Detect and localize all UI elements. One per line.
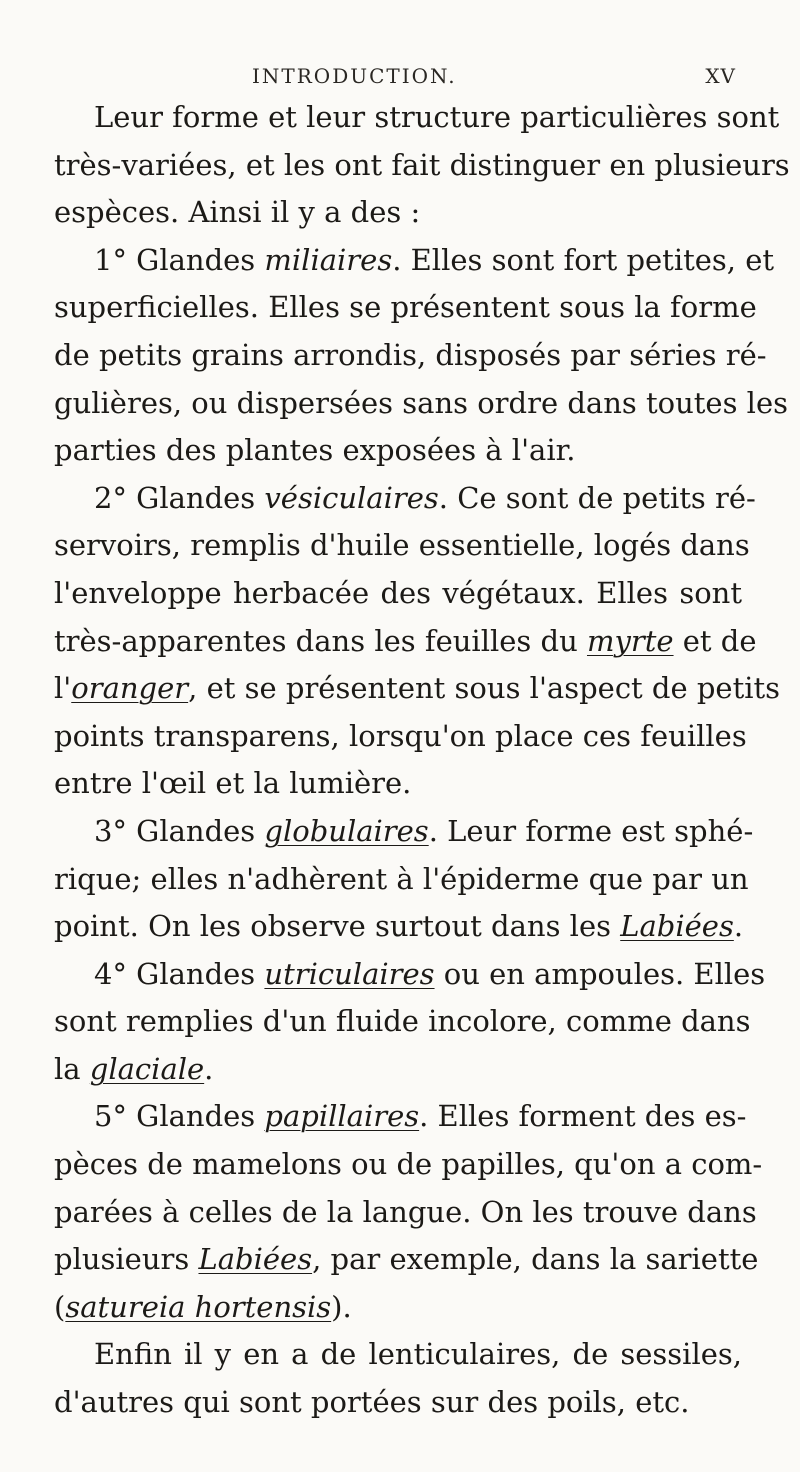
italic-term: satureia hortensis xyxy=(65,1289,332,1324)
italic-term: glaciale xyxy=(89,1051,205,1086)
text-line: rique; elles n'adhèrent à l'épiderme que par un xyxy=(54,861,749,896)
italic-term: Labiées xyxy=(620,909,734,944)
text-line xyxy=(54,665,781,713)
text-line: parées à celles de la langue. On les trouve dans xyxy=(54,1194,757,1229)
line-segment: , et se présentent sous l'aspect de petits xyxy=(188,671,781,706)
line-segment: ( xyxy=(54,1289,66,1324)
text-line xyxy=(54,475,756,523)
text-line xyxy=(54,1093,747,1141)
line-segment: . Leur forme est sphé- xyxy=(428,813,754,848)
line-segment: ou en ampoules. Elles xyxy=(434,956,766,991)
line-segment: la xyxy=(54,1051,90,1086)
line-segment: ). xyxy=(331,1289,352,1324)
line-segment: plusieurs xyxy=(54,1242,199,1277)
text-line: servoirs, remplis d'huile essentielle, logés dans xyxy=(54,528,750,563)
text-line: d'autres qui sont portées sur des poils, etc. xyxy=(54,1385,690,1420)
text-line xyxy=(54,237,775,285)
text-line: très-variées, et les ont fait distinguer en plusieurs xyxy=(54,147,790,182)
italic-term: utriculaires xyxy=(264,956,435,991)
body-text xyxy=(54,94,790,1427)
page-number: XV xyxy=(705,64,736,88)
text-line xyxy=(54,1236,759,1284)
text-line: Enfin il y en a de lenticulaires, de sessiles, xyxy=(94,1337,742,1372)
text-line xyxy=(54,1284,742,1332)
line-segment: . Ce sont de petits ré- xyxy=(438,480,756,515)
paragraph-globulaires xyxy=(54,808,754,951)
italic-term: papillaires xyxy=(264,1099,420,1134)
paragraph-intro xyxy=(54,94,790,237)
text-line xyxy=(54,808,754,856)
paragraph-vesiculaires xyxy=(54,475,781,808)
line-segment: l' xyxy=(54,671,72,706)
line-segment: et de xyxy=(673,623,757,658)
italic-term: vésiculaires xyxy=(264,480,439,515)
italic-term: miliaires xyxy=(264,242,393,277)
text-line: parties des plantes exposées à l'air. xyxy=(54,433,576,468)
text-line: gulières, ou dispersées sans ordre dans toutes les xyxy=(54,385,789,420)
paragraph-utriculaires xyxy=(54,951,766,1094)
line-segment: . Elles forment des es- xyxy=(419,1099,747,1134)
italic-term: Labiées xyxy=(198,1242,313,1277)
line-segment: 1° Glandes xyxy=(94,242,265,277)
text-line: Leur forme et leur structure particulières sont xyxy=(94,100,780,134)
line-segment: . xyxy=(733,909,744,944)
text-line xyxy=(54,903,742,951)
line-segment: 2° Glandes xyxy=(94,480,265,515)
paragraph-miliaires xyxy=(54,237,789,475)
text-line: espèces. Ainsi il y a des : xyxy=(54,195,421,230)
line-segment: point. On les observe surtout dans les xyxy=(54,909,621,944)
text-line xyxy=(54,618,757,666)
line-segment: . Elles sont fort petites, et xyxy=(392,242,775,277)
line-segment: 4° Glandes xyxy=(94,956,265,991)
text-line: l'enveloppe herbacée des végétaux. Elles sont xyxy=(54,575,742,610)
italic-term: globulaires xyxy=(264,813,429,848)
line-segment: . xyxy=(204,1051,214,1086)
italic-term: oranger xyxy=(71,671,189,706)
text-line: entre l'œil et la lumière. xyxy=(54,766,412,801)
line-segment: 5° Glandes xyxy=(94,1099,265,1134)
line-segment: très-apparentes dans les feuilles du xyxy=(54,623,587,658)
paragraph-papillaires xyxy=(54,1093,763,1331)
line-segment: 3° Glandes xyxy=(94,813,265,848)
text-line: sont remplies d'un fluide incolore, comme dans xyxy=(54,1004,751,1039)
text-line: points transparens, lorsqu'on place ces feuilles xyxy=(54,718,747,753)
italic-term: myrte xyxy=(586,623,674,658)
line-segment: , par exemple, dans la sariette xyxy=(312,1242,759,1277)
running-title: INTRODUCTION. xyxy=(252,64,457,88)
text-line xyxy=(54,951,766,999)
text-line xyxy=(54,1046,742,1094)
paragraph-closing xyxy=(54,1331,742,1426)
text-line: superficielles. Elles se présentent sous la forme xyxy=(54,290,757,325)
text-line: de petits grains arrondis, disposés par séries ré- xyxy=(54,337,767,372)
text-line: pèces de mamelons ou de papilles, qu'on a com- xyxy=(54,1147,763,1182)
